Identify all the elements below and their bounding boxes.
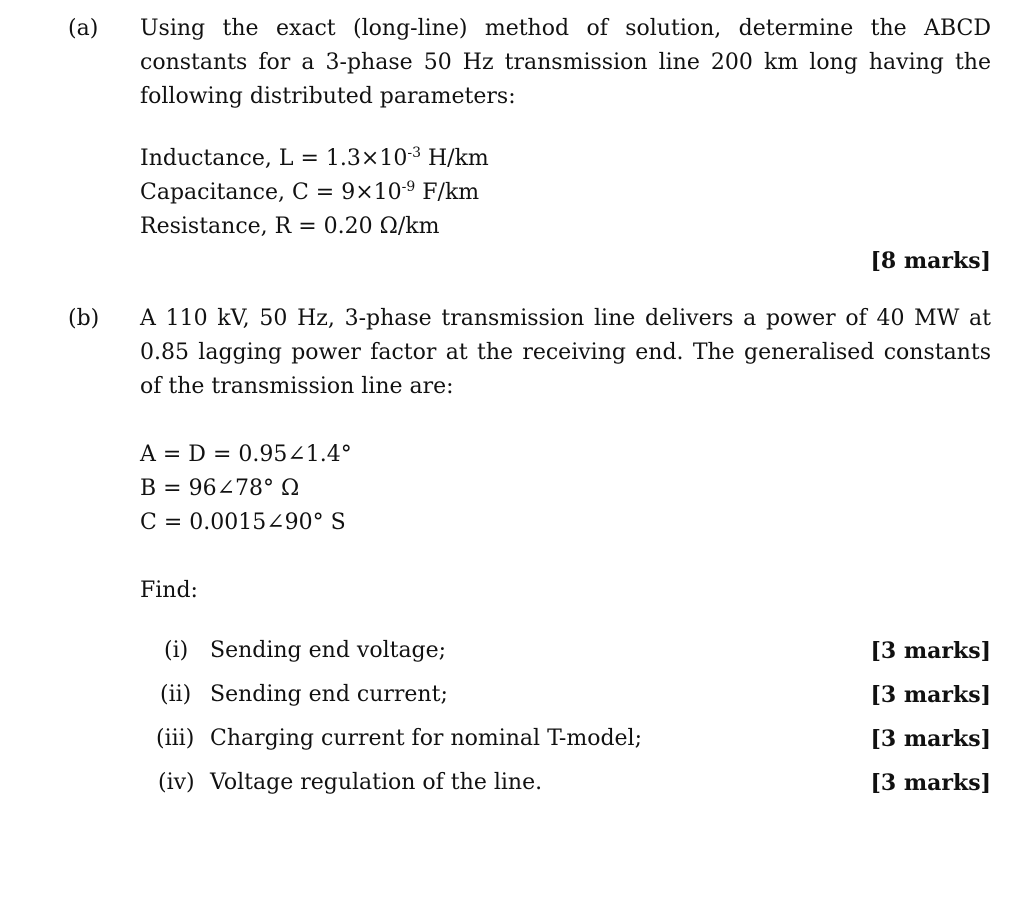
capacitance-exponent: -9 [401, 179, 416, 195]
capacitance-line [140, 176, 479, 210]
item-ii-marks: [3 marks] [870, 682, 991, 708]
part-a-label: (a) [68, 16, 99, 41]
item-iii-number: (iii) [156, 726, 195, 751]
part-b-intro: A 110 kV, 50 Hz, 3-phase transmission line delivers a power of 40 MW at 0.85 lagging power factor at the receiving end. The generalised constants of the transmission line are: [140, 306, 991, 399]
item-iii-text: Charging current for nominal T-model; [210, 726, 642, 751]
item-iii-marks: [3 marks] [870, 726, 991, 752]
capacitance-unit: F/km [415, 180, 480, 205]
part-a-marks: [8 marks] [870, 248, 991, 274]
item-ii-number: (ii) [160, 682, 192, 707]
part-b-label: (b) [68, 306, 100, 331]
item-iv-marks: [3 marks] [870, 770, 991, 796]
inductance-exponent: -3 [407, 145, 421, 161]
find-heading: Find: [140, 578, 198, 603]
part-a-intro: Using the exact (long-line) method of solution, determine the ABCD constants for a 3-phase 50 Hz transmission line 200 km long having the following distributed parameters: [140, 16, 991, 109]
item-iv-text: Voltage regulation of the line. [210, 770, 543, 795]
item-i-text: Sending end voltage; [210, 638, 447, 663]
inductance-unit: H/km [420, 146, 489, 171]
inductance-line [140, 142, 489, 176]
constant-b: B = 96∠78° Ω [140, 476, 300, 501]
item-ii-text: Sending end current; [210, 682, 448, 707]
capacitance-prefix: Capacitance, C = 9×10 [140, 180, 402, 205]
constant-a-d: A = D = 0.95∠1.4° [140, 442, 352, 467]
constant-c: C = 0.0015∠90° S [140, 510, 346, 535]
item-iv-number: (iv) [158, 770, 195, 795]
inductance-prefix: Inductance, L = 1.3×10 [140, 146, 408, 171]
resistance-line: Resistance, R = 0.20 Ω/km [140, 214, 440, 239]
item-i-number: (i) [164, 638, 189, 663]
item-i-marks: [3 marks] [870, 638, 991, 664]
